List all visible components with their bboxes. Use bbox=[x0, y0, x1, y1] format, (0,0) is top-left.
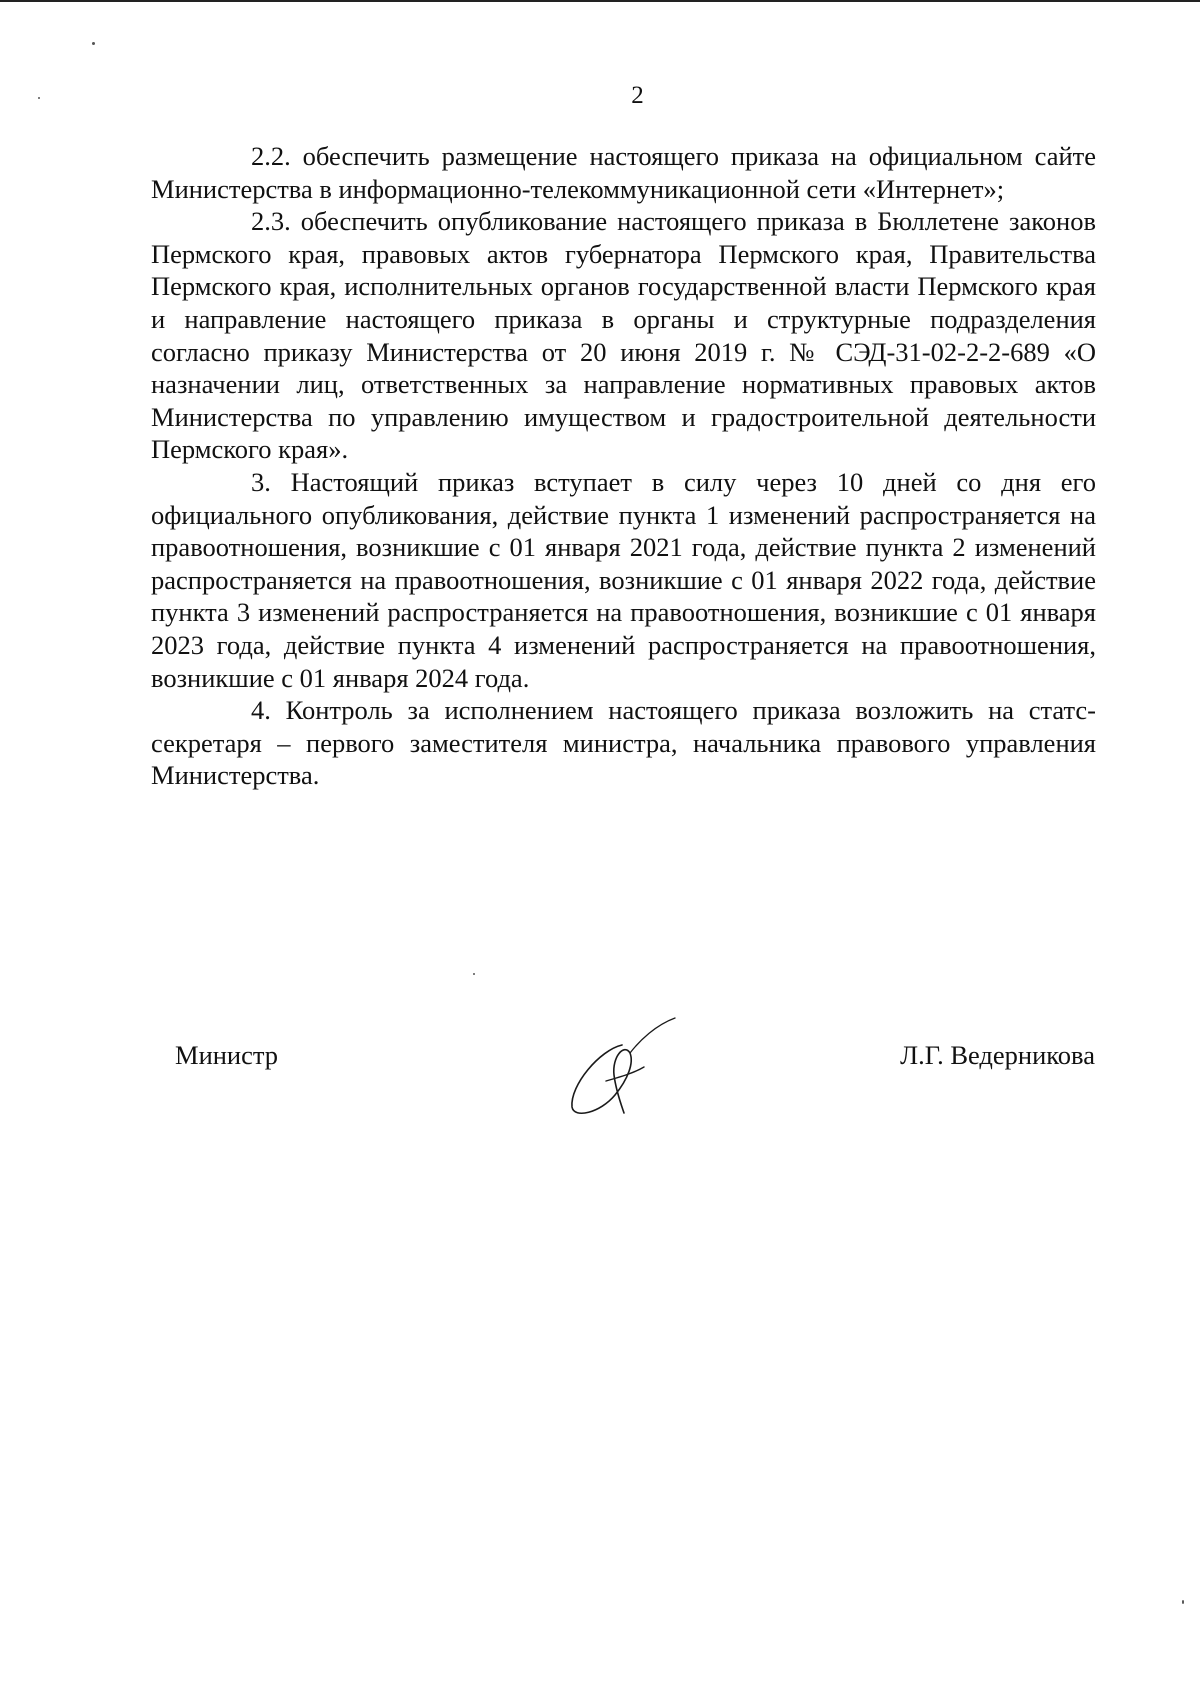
scan-speck bbox=[92, 42, 95, 45]
signer-name: Л.Г. Ведерникова bbox=[900, 1040, 1095, 1070]
signer-role: Министр bbox=[175, 1040, 279, 1070]
document-body bbox=[151, 140, 1096, 792]
page-number: 2 bbox=[631, 82, 644, 109]
paragraph-3: 3. Настоящий приказ вступает в силу через 10 дней со дня его официального опубликования, действие пункта 1 изменений распространяется на правоотношения, возникшие с 01 января 2021 года, действие пункта 2 изменений распространяется на правоотношения, возникшие с 01 января 2022 года, действие пункта 3 изменений распространяется на правоотношения, возникшие с 01 января 2023 года, действие пункта 4 изменений распространяется на правоотношения, возникшие с 01 января 2024 года. bbox=[151, 466, 1096, 693]
scan-speck bbox=[1182, 1600, 1184, 1604]
scan-top-edge bbox=[0, 0, 1200, 2]
scan-speck bbox=[473, 973, 475, 975]
paragraph-4: 4. Контроль за исполнением настоящего приказа возложить на статс-секретаря – первого заместителя министра, начальника правового управления Министерства. bbox=[151, 695, 1096, 791]
paragraph-2-3: 2.3. обеспечить опубликование настоящего приказа в Бюллетене законов Пермского края, правовых актов губернатора Пермского края, Правительства Пермского края, исполнительных органов государственной власти Пермского края и направление настоящего приказа в органы и структурные подразделения согласно приказу Министерства от 20 июня 2019 г. № СЭД-31-02-2-2-689 «О назначении лиц, ответственных за направление нормативных правовых актов Министерства по управлению имуществом и градостроительной деятельности Пермского края». bbox=[151, 206, 1096, 465]
paragraph-2-2: 2.2. обеспечить размещение настоящего приказа на официальном сайте Министерства в информационно-телекоммуникационной сети «Интернет»; bbox=[151, 141, 1096, 204]
handwritten-signature bbox=[560, 1015, 690, 1115]
scan-speck bbox=[38, 97, 40, 99]
